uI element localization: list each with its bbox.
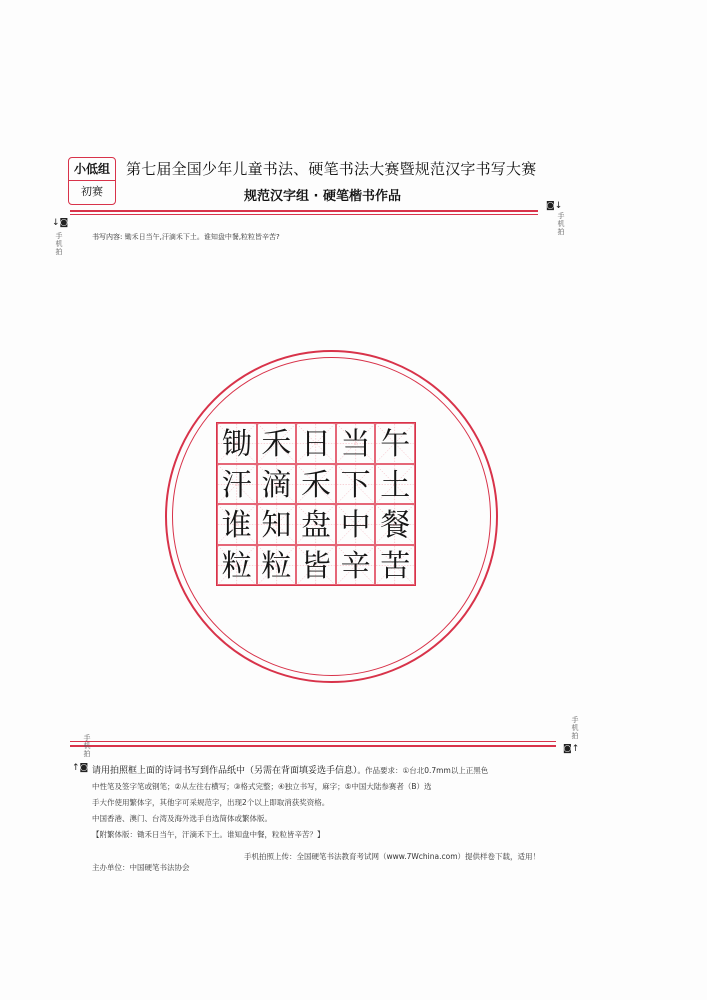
bottom-left-side-note: 手机拍 [83, 734, 91, 758]
grid-character: 禾 [300, 467, 331, 503]
grid-character: 辛 [340, 548, 371, 584]
grid-character: 皆 [300, 548, 331, 584]
grid-character: 滴 [261, 467, 292, 503]
calligraphy-grid [216, 422, 416, 586]
top-left-crop-marker: ↓◙ [52, 218, 69, 228]
instructions-line-5: 【附繁体版：锄禾日当午，汗滴禾下土。谁知盘中餐，粒粒皆辛苦？】 [92, 830, 325, 839]
top-red-rule [70, 210, 538, 212]
content-line [92, 232, 280, 242]
grid-cell [375, 545, 415, 586]
grid-cell [257, 464, 297, 505]
instructions-emphasis: 请用拍照框上面的诗词书写到作品纸中（另需在背面填妥选手信息） [92, 766, 358, 776]
grid-cell [296, 464, 336, 505]
top-right-crop-marker: ◙↓ [546, 201, 563, 211]
badge-group: 小低组 [69, 158, 115, 181]
grid-cell [217, 545, 257, 586]
grid-cell [217, 423, 257, 464]
grid-character: 粒 [221, 548, 252, 584]
grid-character: 午 [380, 427, 411, 462]
grid-cell [257, 545, 297, 586]
grid-cell [217, 504, 257, 545]
page-title: 第七届全国少年儿童书法、硬笔书法大赛暨规范汉字书写大赛 [126, 160, 537, 178]
grid-cell [336, 504, 376, 545]
grid-character: 下 [340, 467, 371, 503]
footer-upload-note: 手机拍照上传：全国硬笔书法教育考试网（www.7Wchina.com）提供样卷下载，适用！ [244, 852, 540, 861]
bottom-right-crop-marker: ◙↑ [563, 744, 580, 754]
grid-character: 汗 [221, 467, 252, 503]
grid-cell [375, 464, 415, 505]
grid-character: 日 [300, 427, 331, 462]
grid-cell [296, 504, 336, 545]
grade-badge [68, 157, 116, 205]
grid-character: 土 [380, 467, 411, 503]
grid-cell [257, 423, 297, 464]
bottom-red-rule [70, 745, 556, 747]
instructions-line-1-rest: 。作品要求：①台北0.7mm以上正黑色 [357, 766, 489, 775]
instructions-line-3: 手大作使用繁体字，其他字可采规范字，出现2个以上即取消获奖资格。 [92, 798, 330, 807]
grid-character: 锄 [221, 427, 252, 462]
footer-organizer: 主办单位：中国硬笔书法协会 [92, 863, 190, 872]
bottom-left-crop-marker: ↑◙ [72, 763, 89, 773]
grid-character: 禾 [261, 427, 292, 462]
grid-cell [257, 504, 297, 545]
page-subtitle: 规范汉字组 · 硬笔楷书作品 [244, 189, 401, 204]
grid-character: 苦 [380, 548, 411, 584]
left-side-note: 手机拍 [55, 232, 63, 256]
top-red-rule-thin [70, 214, 538, 215]
grid-character: 盘 [300, 508, 331, 543]
instructions-block [92, 763, 582, 843]
grid-character: 当 [340, 427, 371, 462]
grid-cell [296, 545, 336, 586]
grid-character: 餐 [380, 508, 411, 543]
bottom-right-side-note: 手机拍 [571, 716, 579, 740]
instructions-line-4: 中国香港、澳门、台湾及海外选手自选简体或繁体版。 [92, 814, 272, 823]
content-label: 书写内容: [92, 233, 123, 241]
grid-cell [375, 504, 415, 545]
grid-character: 谁 [221, 508, 252, 543]
grid-cell [375, 423, 415, 464]
grid-character: 中 [340, 508, 371, 543]
grid-cell [217, 464, 257, 505]
grid-cell [336, 545, 376, 586]
grid-cell [336, 423, 376, 464]
grid-cell [336, 464, 376, 505]
grid-cell [296, 423, 336, 464]
content-text: 锄禾日当午,汗滴禾下土。谁知盘中餐,粒粒皆辛苦? [124, 233, 280, 241]
grid-character: 知 [261, 508, 292, 543]
badge-round: 初赛 [81, 185, 103, 198]
right-side-note: 手机拍 [557, 212, 565, 236]
instructions-line-1 [92, 763, 582, 779]
instructions-line-2: 中性笔及签字笔或钢笔；②从左往右横写；③格式完整；④独立书写，麻字；⑤中国大陆参赛者（B）选 [92, 782, 432, 791]
bottom-red-rule-thin [70, 741, 556, 742]
grid-character: 粒 [261, 548, 292, 584]
